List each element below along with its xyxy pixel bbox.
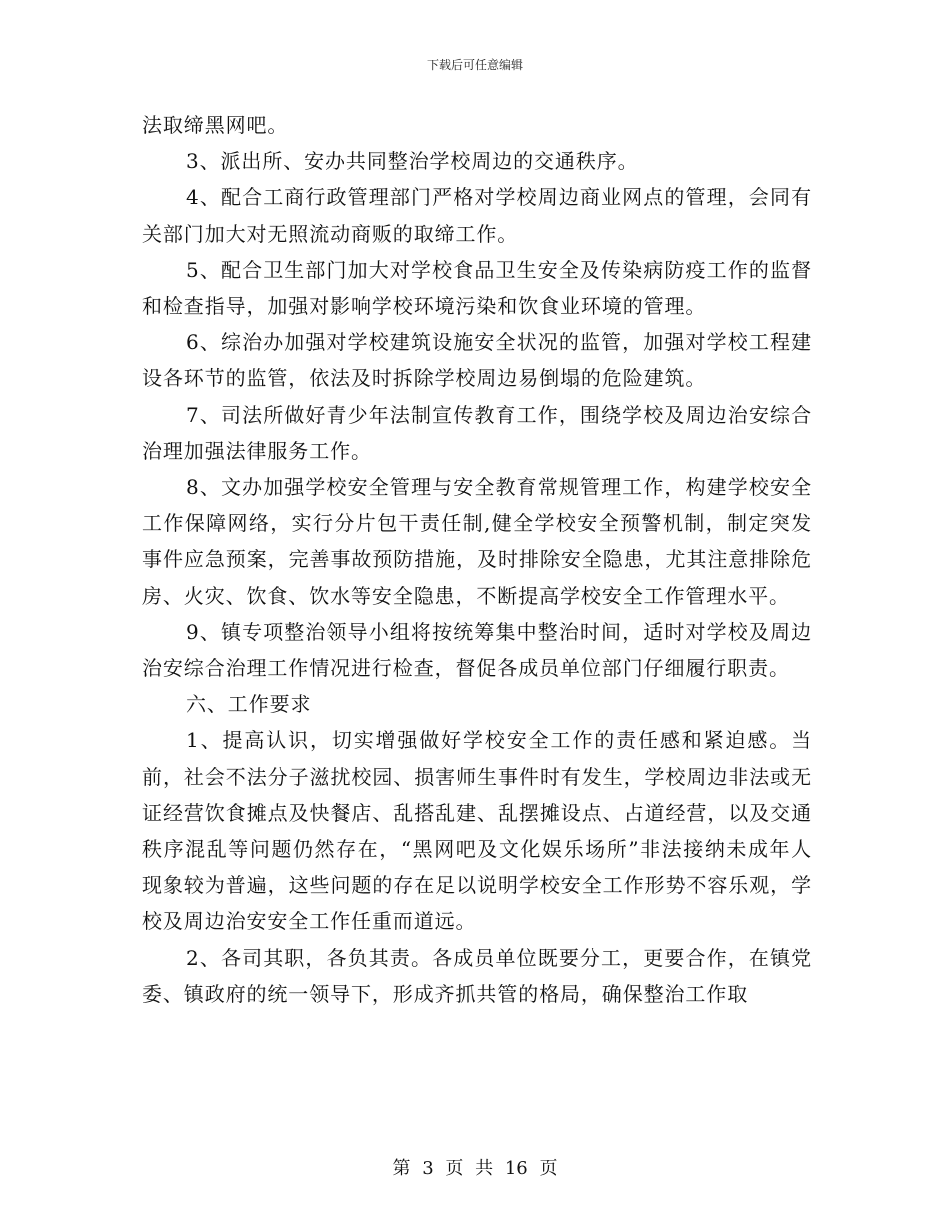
paragraph: 1、提高认识，切实增强做好学校安全工作的责任感和紧迫感。当前，社会不法分子滋扰校园、损害师生事件时有发生，学校周边非法或无证经营饮食摊点及快餐店、乱搭乱建、乱摆摊设点、占道经营，以及交通秩序混乱等问题仍然存在，“黑网吧及文化娱乐场所”非法接纳未成年人现象较为普遍，这些问题的存在足以说明学校安全工作形势不容乐观，学校及周边治安安全工作任重而道远。 — [142, 728, 812, 934]
paragraph: 8、文办加强学校安全管理与安全教育常规管理工作，构建学校安全工作保障网络，实行分片包干责任制,健全学校安全预警机制，制定突发事件应急预案，完善事故预防措施，及时排除安全隐患，尤其注意排除危房、火灾、饮食、饮水等安全隐患，不断提高学校安全工作管理水平。 — [142, 475, 812, 608]
page-number: 第 3 页 共 16 页 — [392, 1158, 558, 1179]
paragraph: 5、配合卫生部门加大对学校食品卫生安全及传染病防疫工作的监督和检查指导，加强对影响学校环境污染和饮食业环境的管理。 — [142, 257, 812, 319]
document-body — [142, 107, 812, 1012]
paragraph: 3、派出所、安办共同整治学校周边的交通秩序。 — [186, 149, 639, 174]
paragraph: 2、各司其职，各负其责。各成员单位既要分工，更要合作，在镇党委、镇政府的统一领导下，形成齐抓共管的格局，确保整治工作取 — [142, 945, 812, 1006]
paragraph: 4、配合工商行政管理部门严格对学校周边商业网点的管理，会同有关部门加大对无照流动商贩的取缔工作。 — [142, 185, 812, 246]
paragraph: 9、镇专项整治领导小组将按统筹集中整治时间，适时对学校及周边治安综合治理工作情况进行检查，督促各成员单位部门仔细履行职责。 — [142, 619, 812, 681]
paragraph: 法取缔黑网吧。 — [142, 113, 289, 137]
paragraph: 7、司法所做好青少年法制宣传教育工作，围绕学校及周边治安综合治理加强法律服务工作。 — [142, 402, 812, 463]
paragraph: 6、综治办加强对学校建筑设施安全状况的监管，加强对学校工程建设各环节的监管，依法及时拆除学校周边易倒塌的危险建筑。 — [142, 330, 812, 391]
page-header: 下载后可任意编辑 — [426, 58, 523, 72]
section-heading: 六、工作要求 — [186, 692, 312, 717]
